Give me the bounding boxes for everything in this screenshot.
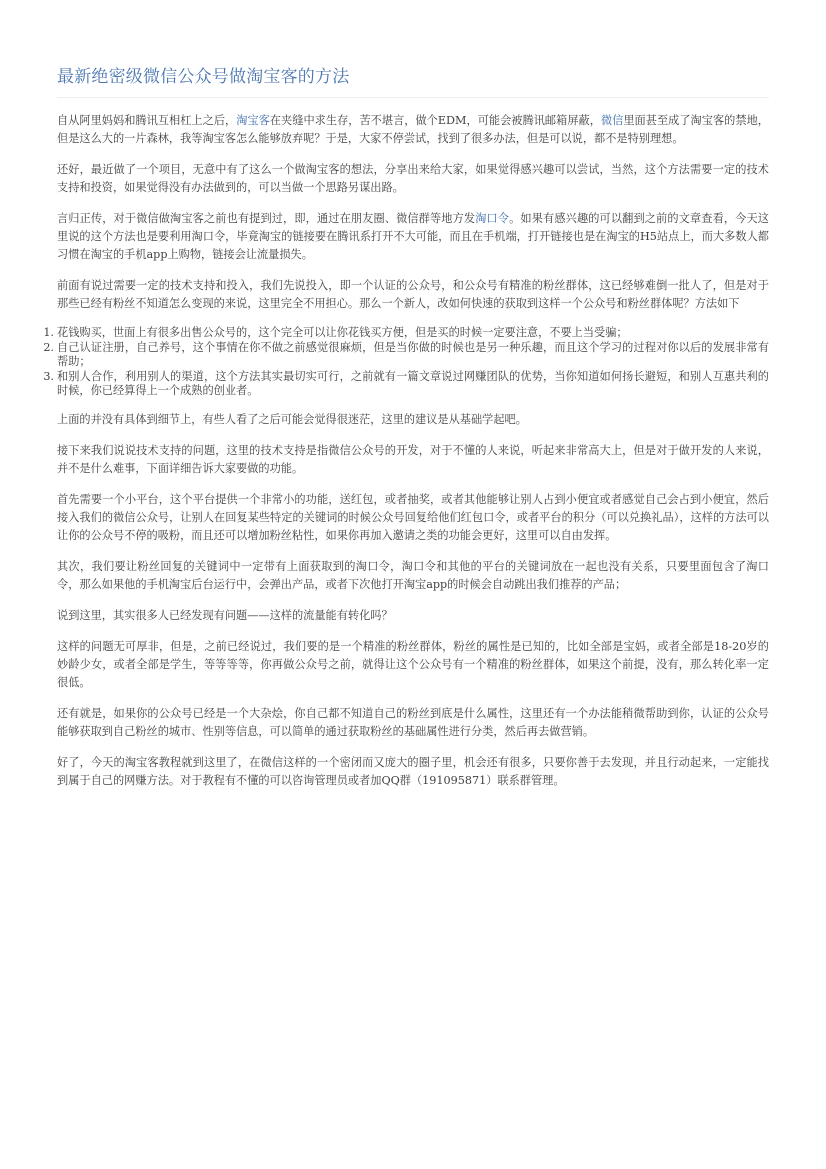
paragraph-5: 上面的并没有具体到细节上，有些人看了之后可能会觉得很迷茫，这里的建议是从基础学起吧。 [57,412,527,426]
method-list [43,326,769,399]
paragraph-1-text-c: 里面甚至成了淘宝客的禁地，但是这么大的一片森林，我等淘宝客怎么能够放弃呢？于是，大家不停尝试，找到了很多办法，但是可以说，都不是特别理想。 [57,114,769,145]
list-item-number: 1. [43,326,54,339]
list-item-text: 花钱购买，世面上有很多出售公众号的，这个完全可以让你花钱买方便，但是买的时候一定要注意，不要上当受骗； [57,326,628,339]
paragraph-3-text-a: 言归正传，对于微信做淘宝客之前也有提到过，即，通过在朋友圈、微信群等地方发 [57,212,476,225]
paragraph-3-text-b: 。如果有感兴趣的可以翻到之前的文章查看，今天这里说的这个方法也是要利用淘口令，毕竟淘宝的链接要在腾讯系打开不大可能，而且在手机端，打开链接也是在淘宝的H5站点上，而大多数人都习惯在淘宝的手机app上购物，链接会让流量损失。 [57,212,769,261]
paragraph-1 [57,112,769,148]
list-item-number: 3. [43,369,54,383]
paragraph-1-text-b: 在夹缝中求生存，苦不堪言，做个EDM，可能会被腾讯邮箱屏蔽， [269,114,601,127]
article-body [43,62,769,803]
paragraph-3 [57,210,769,264]
paragraph-1-text-a: 自从阿里妈妈和腾讯互相杠上之后， [57,114,237,127]
list-item [43,369,769,399]
list-item-text: 和别人合作，利用别人的渠道，这个方法其实最切实可行，之前就有一篇文章说过网赚团队的优势，当你知道如何扬长避短，和别人互惠共利的时候，你已经算得上一个成熟的创业者。 [57,369,769,397]
list-item-text: 自己认证注册，自己养号，这个事情在你不做之前感觉很麻烦，但是当你做的时候也是另一种乐趣，而且这个学习的过程对你以后的发展非常有帮助； [57,340,769,368]
article-title: 最新绝密级微信公众号做淘宝客的方法 [57,62,769,98]
list-item [43,326,769,341]
paragraph-10: 这样的问题无可厚非，但是，之前已经说过，我们要的是一个精准的粉丝群体，粉丝的属性是已知的，比如全部是宝妈，或者全部是18-20岁的妙龄少女，或者全部是学生，等等等等，你再做公众号之前，就得让这个公众号有一个精准的粉丝群体，如果这个前提，没有，那么转化率一定很低。 [57,639,769,689]
paragraph-8: 其次，我们要让粉丝回复的关键词中一定带有上面获取到的淘口令，淘口令和其他的平台的关键词放在一起也没有关系，只要里面包含了淘口令，那么如果他的手机淘宝后台运行中，会弹出产品，或者下次他打开淘宝app的时候会自动跳出我们推荐的产品； [57,559,769,591]
list-item [43,340,769,370]
paragraph-7: 首先需要一个小平台，这个平台提供一个非常小的功能，送红包，或者抽奖，或者其他能够让别人占到小便宜或者感觉自己会占到小便宜，然后接入我们的微信公众号，让别人在回复某些特定的关键词的时候公众号回复给他们红包口令，或者平台的积分（可以兑换礼品），这样的方法可以让你的公众号不停的吸粉，而且还可以增加粉丝粘性，如果你再加入邀请之类的功能会更好，这里可以自由发挥。 [57,492,769,542]
paragraph-9: 说到这里，其实很多人已经发现有问题——这样的流量能有转化吗？ [57,608,393,622]
link-taokouling[interactable]: 淘口令 [475,212,510,225]
paragraph-6: 接下来我们说说技术支持的问题，这里的技术支持是指微信公众号的开发，对于不懂的人来说，听起来非常高大上，但是对于做开发的人来说，并不是什么难事，下面详细告诉大家要做的功能。 [57,443,769,475]
list-item-number: 2. [43,340,54,354]
paragraph-11: 还有就是，如果你的公众号已经是一个大杂烩，你自己都不知道自己的粉丝到底是什么属性，这里还有一个办法能稍微帮助到你，认证的公众号能够获取到自己粉丝的城市、性别等信息，可以简单的通过获取粉丝的基础属性进行分类，然后再去做营销。 [57,706,769,738]
paragraph-12: 好了，今天的淘宝客教程就到这里了，在微信这样的一个密闭而又庞大的圈子里，机会还有很多，只要你善于去发现，并且行动起来，一定能找到属于自己的网赚方法。对于教程有不懂的可以咨询管理员或者加QQ群（191095871）联系群管理。 [57,755,769,787]
link-taobaoke[interactable]: 淘宝客 [236,114,270,127]
paragraph-4: 前面有说过需要一定的技术支持和投入，我们先说投入，即一个认证的公众号，和公众号有精准的粉丝群体，这已经够难倒一批人了，但是对于那些已经有粉丝不知道怎么变现的来说，这里完全不用担心。那么一个新人，改如何快速的获取到这样一个公众号和粉丝群体呢？方法如下 [57,279,769,310]
link-weixin[interactable]: 微信 [600,114,624,127]
paragraph-2: 还好，最近做了一个项目，无意中有了这么一个做淘宝客的想法，分享出来给大家，如果觉得感兴趣可以尝试，当然，这个方法需要一定的技术支持和投资，如果觉得没有办法做到的，可以当做一个思路另谋出路。 [57,163,769,194]
